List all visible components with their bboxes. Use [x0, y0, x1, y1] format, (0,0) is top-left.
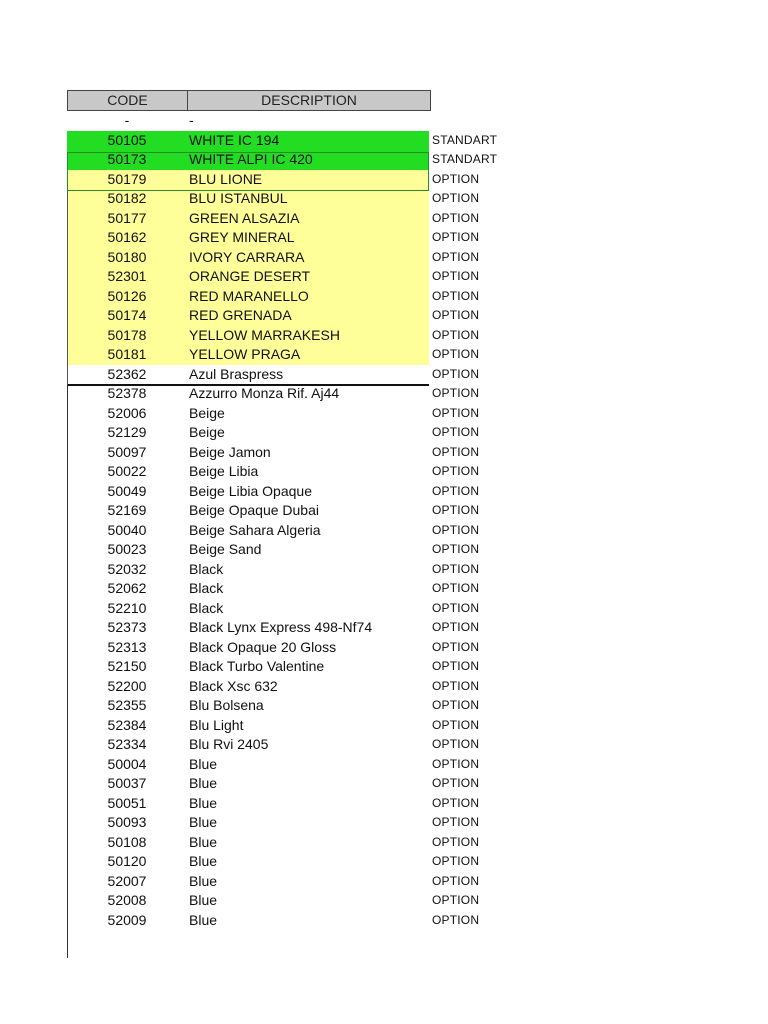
row-type: OPTION	[432, 815, 480, 829]
table-row	[67, 228, 507, 248]
row-code: 50022	[107, 463, 147, 479]
row-description: Black	[189, 560, 224, 577]
row-code: 50177	[107, 209, 147, 226]
row-code: 52334	[107, 736, 147, 752]
row-type: OPTION	[432, 561, 480, 576]
row-code: 50178	[107, 326, 147, 343]
row-type: OPTION	[432, 503, 480, 517]
table-row	[67, 365, 507, 385]
row-type: STANDART	[432, 132, 498, 147]
row-description: Beige Sand	[189, 541, 262, 557]
row-description: Blu Bolsena	[189, 697, 264, 713]
table-header	[67, 90, 507, 111]
row-type: OPTION	[432, 288, 480, 303]
row-description: WHITE ALPI IC 420	[189, 151, 313, 167]
table-row	[67, 755, 507, 775]
row-description: Blue	[189, 853, 218, 869]
table-row	[67, 579, 507, 599]
row-code: 52362	[107, 365, 147, 382]
row-description: Blu Light	[189, 716, 244, 733]
row-code: 52373	[107, 619, 147, 635]
row-type: OPTION	[432, 191, 480, 205]
row-description: BLU LIONE	[189, 170, 263, 187]
row-description: Beige Jamon	[189, 443, 271, 460]
row-description: Beige Libia	[189, 463, 259, 479]
row-description: Black Xsc 632	[189, 677, 278, 694]
row-code: 50174	[107, 307, 147, 323]
table-row	[67, 891, 507, 911]
row-type: OPTION	[432, 171, 480, 186]
row-description: ORANGE DESERT	[189, 268, 311, 284]
row-code: 52006	[107, 404, 147, 421]
row-code: 50037	[107, 775, 147, 791]
table-row	[67, 287, 507, 307]
table-row	[67, 111, 507, 131]
row-type: OPTION	[432, 444, 480, 459]
row-code: 50040	[107, 521, 147, 538]
table-row	[67, 326, 507, 346]
row-code: 52008	[107, 892, 147, 908]
row-description: WHITE IC 194	[189, 131, 280, 148]
row-type: OPTION	[432, 347, 480, 361]
row-code: 52378	[107, 385, 147, 401]
row-description: Black	[189, 599, 224, 616]
row-code: 52200	[107, 677, 147, 694]
row-code: -	[124, 112, 130, 128]
table-row	[67, 696, 507, 716]
row-code: 52062	[107, 580, 147, 596]
row-type: OPTION	[432, 327, 480, 342]
code-column-header: CODE	[67, 90, 188, 111]
row-description: Blue	[189, 814, 218, 830]
row-description: YELLOW PRAGA	[189, 346, 301, 362]
table-row	[67, 150, 507, 170]
row-code: 50181	[107, 346, 147, 362]
row-code: 50049	[107, 482, 147, 499]
table-row	[67, 735, 507, 755]
row-description: Black	[189, 580, 224, 596]
table-row	[67, 872, 507, 892]
row-description: Blue	[189, 911, 218, 928]
table-row	[67, 521, 507, 541]
row-type: OPTION	[432, 366, 480, 381]
row-type: OPTION	[432, 795, 480, 810]
table-body	[67, 111, 507, 930]
row-code: 50093	[107, 814, 147, 830]
table-row	[67, 170, 507, 190]
row-type: OPTION	[432, 249, 480, 264]
row-code: 52313	[107, 638, 147, 655]
row-code: 50105	[107, 131, 147, 148]
row-type: OPTION	[432, 854, 480, 868]
table-row	[67, 306, 507, 326]
table-row	[67, 677, 507, 697]
table-row	[67, 131, 507, 151]
row-type: OPTION	[432, 873, 480, 888]
row-code: 52384	[107, 716, 147, 733]
row-type: OPTION	[432, 600, 480, 615]
row-code: 50180	[107, 248, 147, 265]
table-row	[67, 404, 507, 424]
row-description: Blue	[189, 794, 218, 811]
row-description: Beige	[189, 404, 225, 421]
table-row	[67, 657, 507, 677]
row-code: 52169	[107, 502, 147, 518]
table-row	[67, 189, 507, 209]
row-code: 52355	[107, 697, 147, 713]
row-code: 50051	[107, 794, 147, 811]
row-type: OPTION	[432, 425, 480, 439]
row-type: OPTION	[432, 483, 480, 498]
row-code: 50173	[107, 151, 147, 167]
table-row	[67, 345, 507, 365]
table-row	[67, 716, 507, 736]
row-description: BLU ISTANBUL	[189, 190, 288, 206]
row-type: OPTION	[432, 308, 480, 322]
table-row	[67, 599, 507, 619]
row-description: Black Lynx Express 498-Nf74	[189, 619, 373, 635]
table-row	[67, 813, 507, 833]
row-description: Black Turbo Valentine	[189, 658, 325, 674]
row-code: 52129	[107, 424, 147, 440]
table-row	[67, 540, 507, 560]
row-type: STANDART	[432, 152, 498, 166]
row-description: Azzurro Monza Rif. Aj44	[189, 385, 340, 401]
table-row	[67, 384, 507, 404]
row-code: 50023	[107, 541, 147, 557]
row-description: Blu Rvi 2405	[189, 736, 269, 752]
row-description: Black Opaque 20 Gloss	[189, 638, 337, 655]
row-code: 50162	[107, 229, 147, 245]
row-type: OPTION	[432, 581, 480, 595]
row-description: Blue	[189, 833, 218, 850]
table-row	[67, 501, 507, 521]
row-description: Beige Sahara Algeria	[189, 521, 321, 538]
row-description: Azul Braspress	[189, 365, 284, 382]
row-code: 50126	[107, 287, 147, 304]
row-code: 50097	[107, 443, 147, 460]
row-type: OPTION	[432, 542, 480, 556]
row-type: OPTION	[432, 210, 480, 225]
table-row	[67, 618, 507, 638]
table-row	[67, 267, 507, 287]
row-type: OPTION	[432, 522, 480, 537]
color-code-table	[67, 90, 507, 930]
table-row	[67, 462, 507, 482]
table-row	[67, 248, 507, 268]
row-type: OPTION	[432, 776, 480, 790]
row-type: OPTION	[432, 717, 480, 732]
row-type: OPTION	[432, 230, 480, 244]
row-description: Blue	[189, 892, 218, 908]
row-description: GREY MINERAL	[189, 229, 295, 245]
row-code: 52150	[107, 658, 147, 674]
row-description: Beige Opaque Dubai	[189, 502, 319, 518]
table-row	[67, 774, 507, 794]
table-row	[67, 482, 507, 502]
row-type: OPTION	[432, 639, 480, 654]
table-row	[67, 911, 507, 931]
table-row	[67, 638, 507, 658]
row-type: OPTION	[432, 678, 480, 693]
row-code: 50120	[107, 853, 147, 869]
row-type: OPTION	[432, 405, 480, 420]
table-row	[67, 833, 507, 853]
row-type: OPTION	[432, 269, 480, 283]
row-code: 52210	[107, 599, 147, 616]
row-type: OPTION	[432, 893, 480, 907]
row-description: RED GRENADA	[189, 307, 292, 323]
row-type: OPTION	[432, 620, 480, 634]
row-type: OPTION	[432, 464, 480, 478]
table-row	[67, 209, 507, 229]
row-description: Blue	[189, 755, 218, 772]
row-description: Blue	[189, 775, 218, 791]
row-type: OPTION	[432, 698, 480, 712]
row-code: 50179	[107, 170, 147, 187]
row-code: 52009	[107, 911, 147, 928]
table-row	[67, 423, 507, 443]
row-code: 52032	[107, 560, 147, 577]
row-description: Beige	[189, 424, 225, 440]
row-code: 52301	[107, 268, 147, 284]
row-type: OPTION	[432, 737, 480, 751]
row-type: OPTION	[432, 386, 480, 400]
row-code: 52007	[107, 872, 147, 889]
row-description: -	[189, 112, 194, 128]
row-type: OPTION	[432, 912, 480, 927]
row-code: 50182	[107, 190, 147, 206]
row-description: Beige Libia Opaque	[189, 482, 312, 499]
row-description: YELLOW MARRAKESH	[189, 326, 340, 343]
table-row	[67, 560, 507, 580]
description-column-header: DESCRIPTION	[187, 90, 431, 111]
row-type: OPTION	[432, 659, 480, 673]
row-description: IVORY CARRARA	[189, 248, 305, 265]
row-description: RED MARANELLO	[189, 287, 309, 304]
row-code: 50004	[107, 755, 147, 772]
row-description: Blue	[189, 872, 218, 889]
table-row	[67, 443, 507, 463]
row-type: OPTION	[432, 756, 480, 771]
row-code: 50108	[107, 833, 147, 850]
table-row	[67, 852, 507, 872]
table-row	[67, 794, 507, 814]
row-description: GREEN ALSAZIA	[189, 209, 300, 226]
row-type: OPTION	[432, 834, 480, 849]
